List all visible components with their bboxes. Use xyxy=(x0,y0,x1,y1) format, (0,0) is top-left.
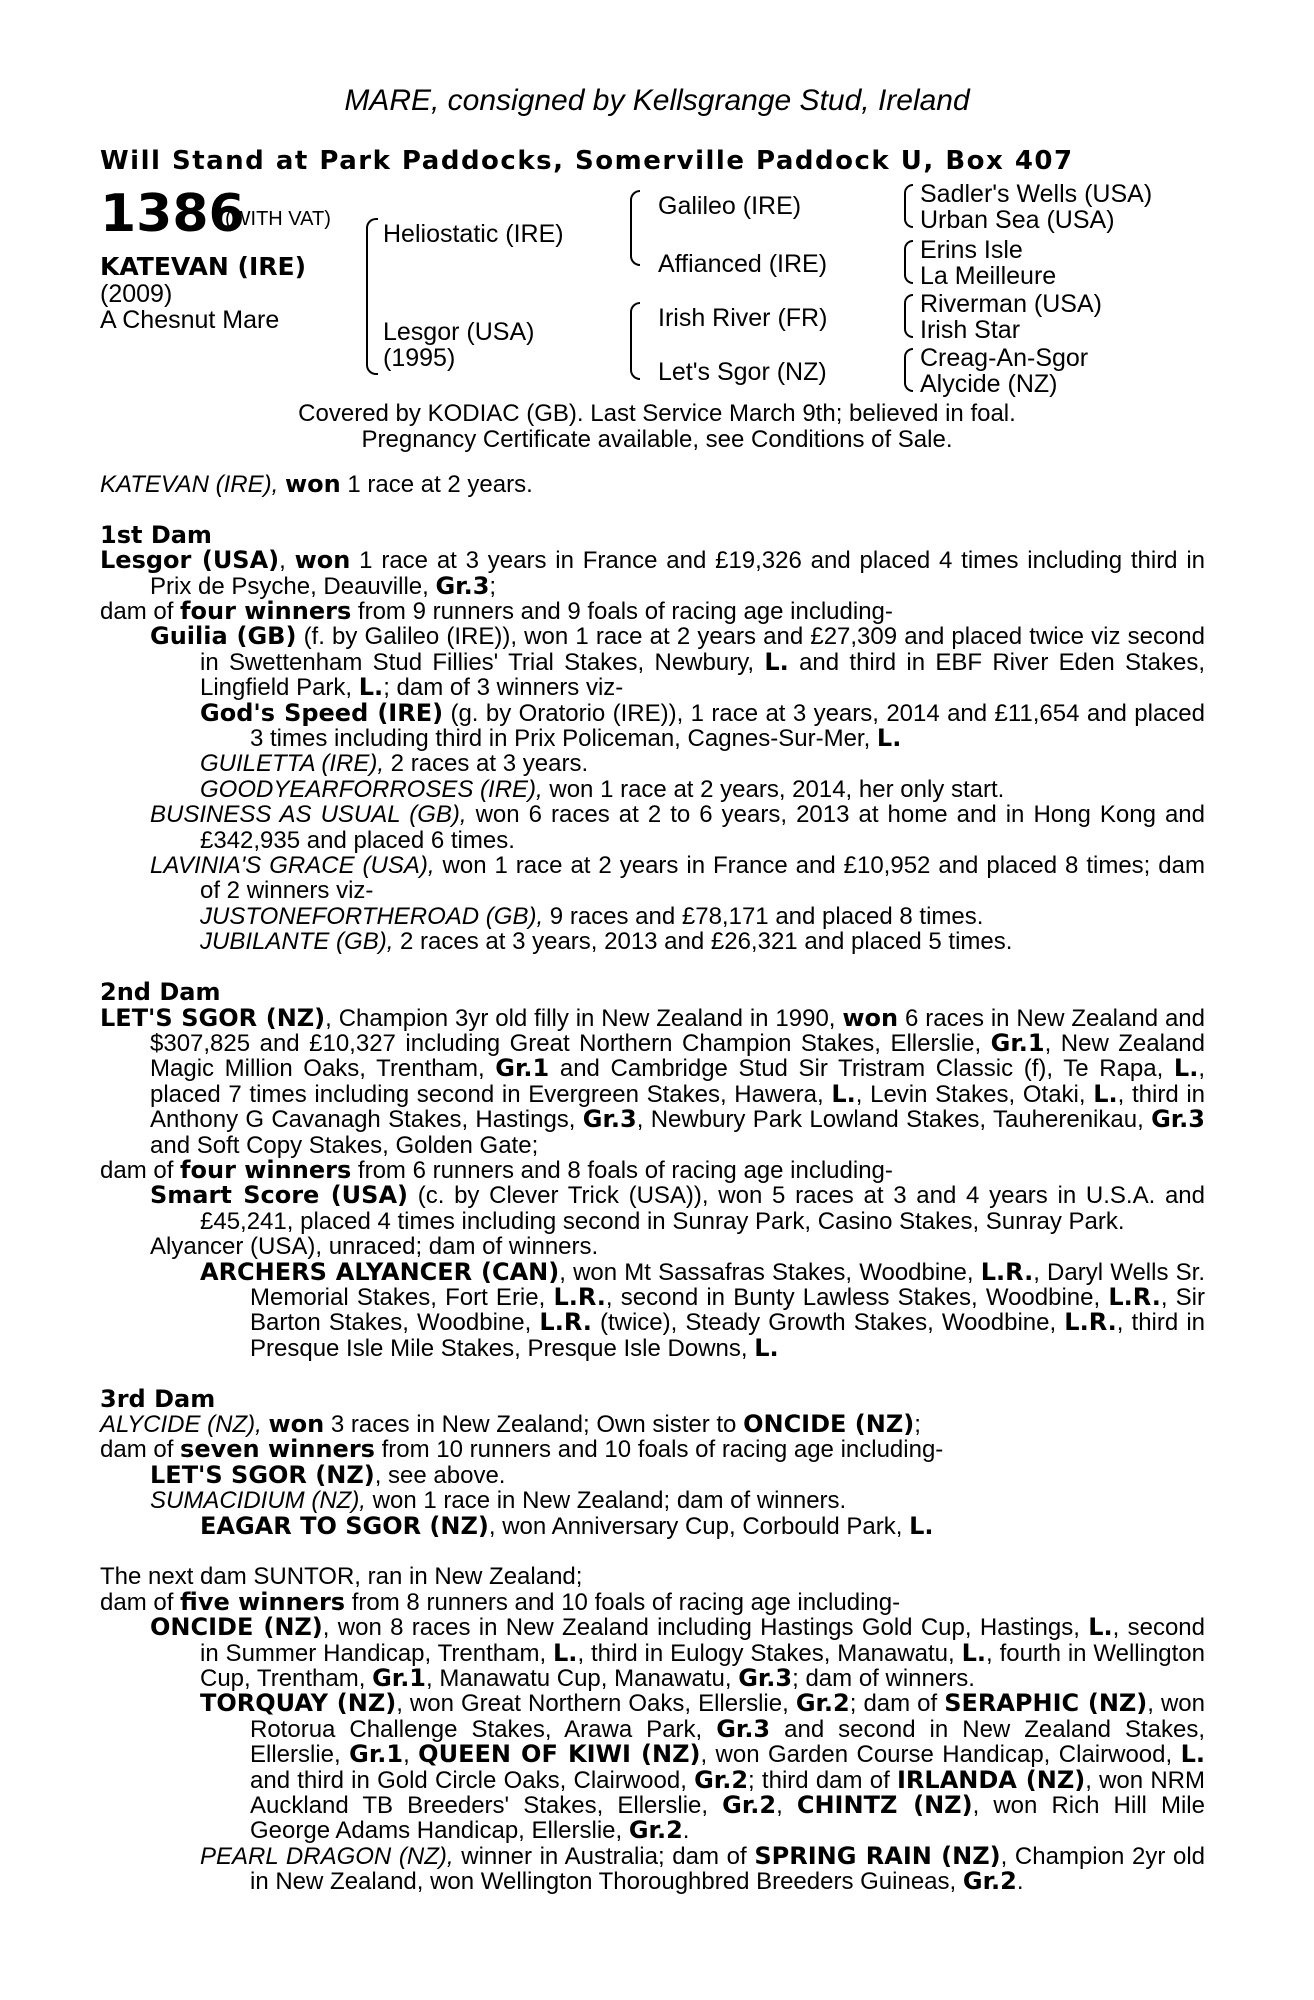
second-dam-produce: dam of four winners from 6 runners and 8 foals of racing age including- xyxy=(100,1155,893,1184)
second-dam-entry: LET'S SGOR (NZ), Champion 3yr old filly in New Zealand in 1990, won 6 races in New Zealand and $307,825 and £10,327 including Great Northern Champion Stakes, Ellerslie, Gr.1, New Zealand Magic Million Oaks, Trentham, Gr.1 and Cambridge Stud Sir Tristram Classic (f), Te Rapa, L., placed 7 times including second in Evergreen Stakes, Hawera, L., Levin Stakes, Otaki, L., third in Anthony G Cavanagh Stakes, Hastings, Gr.3, Newbury Park Lowland Stakes, Tauherenikau, Gr.3 and Soft Copy Stakes, Golden Gate; xyxy=(100,1003,1206,1159)
produce-business-as-usual: BUSINESS AS USUAL (GB), won 6 races at 2 to 6 years, 2013 at home and in Hong Kong and £342,935 and placed 6 times. xyxy=(150,801,1205,854)
produce-lets-sgor: LET'S SGOR (NZ), see above. xyxy=(150,1460,506,1489)
produce-torquay: TORQUAY (NZ), won Great Northern Oaks, Ellerslie, Gr.2; dam of SERAPHIC (NZ), won Rotorua Challenge Stakes, Arawa Park, Gr.3 and second in New Zealand Stakes, Ellerslie, Gr.1, QUEEN OF KIWI (NZ), won Garden Course Handicap, Clairwood, L. and third in Gold Circle Oaks, Clairwood, Gr.2; third dam of IRLANDA (NZ), won NRM Auckland TB Breeders' Stakes, Ellerslie, Gr.2, CHINTZ (NZ), won Rich Hill Mile George Adams Handicap, Ellerslie, Gr.2. xyxy=(200,1689,1206,1845)
produce-smart-score: Smart Score (USA) (c. by Clever Trick (USA)), won 5 races at 3 and 4 years in U.S.A. and £45,241, placed 4 times including second in Sunray Park, Casino Stakes, Sunray Park. xyxy=(150,1181,1205,1235)
pedigree-gen2-3: Irish River (FR) xyxy=(658,304,828,332)
consignor-title: MARE, consigned by Kellsgrange Stud, Ireland xyxy=(344,84,970,117)
summary-line: KATEVAN (IRE), won 1 race at 2 years. xyxy=(100,470,533,498)
pedigree-dam: Lesgor (USA) xyxy=(383,318,535,346)
pedigree-sire: Heliostatic (IRE) xyxy=(383,220,564,248)
pedigree-brace-1 xyxy=(904,184,913,228)
next-dam-produce: dam of five winners from 8 runners and 10 foals of racing age including- xyxy=(100,1587,901,1616)
produce-goodyearforroses: GOODYEARFORROSES (IRE), won 1 race at 2 years, 2014, her only start. xyxy=(200,775,1005,803)
pregnancy-note: Pregnancy Certificate available, see Conditions of Sale. xyxy=(361,426,953,453)
produce-guilia: Guilia (GB) (f. by Galileo (IRE)), won 1 race at 2 years and £27,309 and placed twice viz second in Swettenham Stud Fillies' Trial Stakes, Newbury, L. and third in EBF River Eden Stakes, Lingfield Park, L.; dam of 3 winners viz- xyxy=(150,622,1206,702)
third-dam-entry: ALYCIDE (NZ), won 3 races in New Zealand; Own sister to ONCIDE (NZ); xyxy=(100,1409,921,1438)
pedigree-gen3-2: Urban Sea (USA) xyxy=(920,206,1115,234)
first-dam-produce: dam of four winners from 9 runners and 9 foals of racing age including- xyxy=(100,597,893,626)
pedigree-gen3-4: La Meilleure xyxy=(920,262,1057,290)
pedigree-gen3-7: Creag-An-Sgor xyxy=(920,344,1089,372)
produce-alyancer: Alyancer (USA), unraced; dam of winners. xyxy=(150,1233,599,1261)
first-dam-heading: 1st Dam xyxy=(100,520,212,549)
produce-jubilante: JUBILANTE (GB), 2 races at 3 years, 2013 and £26,321 and placed 5 times. xyxy=(200,928,1013,956)
third-dam-produce: dam of seven winners from 10 runners and 10 foals of racing age including- xyxy=(100,1435,944,1464)
produce-archers-alyancer: ARCHERS ALYANCER (CAN), won Mt Sassafras Stakes, Woodbine, L.R., Daryl Wells Sr. Memorial Stakes, Fort Erie, L.R., second in Bunty Lawless Stakes, Woodbine, L.R., Sir Barton Stakes, Woodbine, L.R. (twice), Steady Growth Stakes, Woodbine, L.R., third in Presque Isle Mile Stakes, Presque Isle Downs, L. xyxy=(200,1257,1206,1362)
third-dam-heading: 3rd Dam xyxy=(100,1384,216,1413)
pedigree-gen3-6: Irish Star xyxy=(920,316,1021,344)
vat-note: (WITH VAT) xyxy=(225,208,331,230)
pedigree-brace-sire xyxy=(630,190,640,266)
pedigree-gen2-2: Affianced (IRE) xyxy=(658,250,828,278)
pedigree-dam-year: (1995) xyxy=(383,344,456,372)
pedigree-brace-3 xyxy=(904,294,913,338)
lot-number: 1386 xyxy=(100,184,245,244)
pedigree-gen2-4: Let's Sgor (NZ) xyxy=(658,358,827,386)
next-dam-intro: The next dam SUNTOR, ran in New Zealand; xyxy=(100,1563,583,1591)
pedigree-brace-2 xyxy=(904,240,913,284)
pedigree-brace-gen1 xyxy=(366,218,378,375)
stand-location: Will Stand at Park Paddocks, Somerville Paddock U, Box 407 xyxy=(100,146,1074,176)
pedigree-gen3-8: Alycide (NZ) xyxy=(920,370,1058,398)
pedigree-gen3-1: Sadler's Wells (USA) xyxy=(920,180,1153,208)
produce-gods-speed: God's Speed (IRE) (g. by Oratorio (IRE)), 1 race at 3 years, 2014 and £11,654 and placed 3 times including third in Prix Policeman, Cagnes-Sur-Mer, L. xyxy=(200,698,1205,753)
produce-lavinias-grace: LAVINIA'S GRACE (USA), won 1 race at 2 years in France and £10,952 and placed 8 times; dam of 2 winners viz- xyxy=(150,852,1205,905)
horse-year: (2009) xyxy=(100,280,173,308)
horse-description: A Chesnut Mare xyxy=(100,306,280,334)
pedigree-notes xyxy=(100,472,1205,1895)
produce-justonefortheroad: JUSTONEFORTHEROAD (GB), 9 races and £78,171 and placed 8 times. xyxy=(200,902,984,930)
produce-pearl-dragon: PEARL DRAGON (NZ), winner in Australia; dam of SPRING RAIN (NZ), Champion 2yr old in New Zealand, won Wellington Thoroughbred Breeders Guineas, Gr.2. xyxy=(200,1841,1206,1896)
pedigree-gen3-3: Erins Isle xyxy=(920,236,1023,264)
second-dam-heading: 2nd Dam xyxy=(100,978,221,1007)
produce-guiletta: GUILETTA (IRE), 2 races at 3 years. xyxy=(200,750,589,778)
pedigree-brace-4 xyxy=(904,348,913,392)
produce-eagar-to-sgor: EAGAR TO SGOR (NZ), won Anniversary Cup, Corbould Park, L. xyxy=(200,1511,934,1540)
horse-name: KATEVAN (IRE) xyxy=(100,252,307,281)
covered-note: Covered by KODIAC (GB). Last Service March 9th; believed in foal. xyxy=(298,400,1016,427)
first-dam-entry: Lesgor (USA), won 1 race at 3 years in France and £19,326 and placed 4 times including third in Prix de Psyche, Deauville, Gr.3; xyxy=(100,546,1206,600)
produce-oncide: ONCIDE (NZ), won 8 races in New Zealand including Hastings Gold Cup, Hastings, L., second in Summer Handicap, Trentham, L., third in Eulogy Stakes, Manawatu, L., fourth in Wellington Cup, Trentham, Gr.1, Manawatu Cup, Manawatu, Gr.3; dam of winners. xyxy=(150,1613,1206,1693)
pedigree-gen3-5: Riverman (USA) xyxy=(920,290,1102,318)
pedigree-gen2-1: Galileo (IRE) xyxy=(658,192,802,220)
produce-sumacidium: SUMACIDIUM (NZ), won 1 race in New Zealand; dam of winners. xyxy=(150,1487,847,1515)
pedigree-brace-dam xyxy=(630,302,640,380)
